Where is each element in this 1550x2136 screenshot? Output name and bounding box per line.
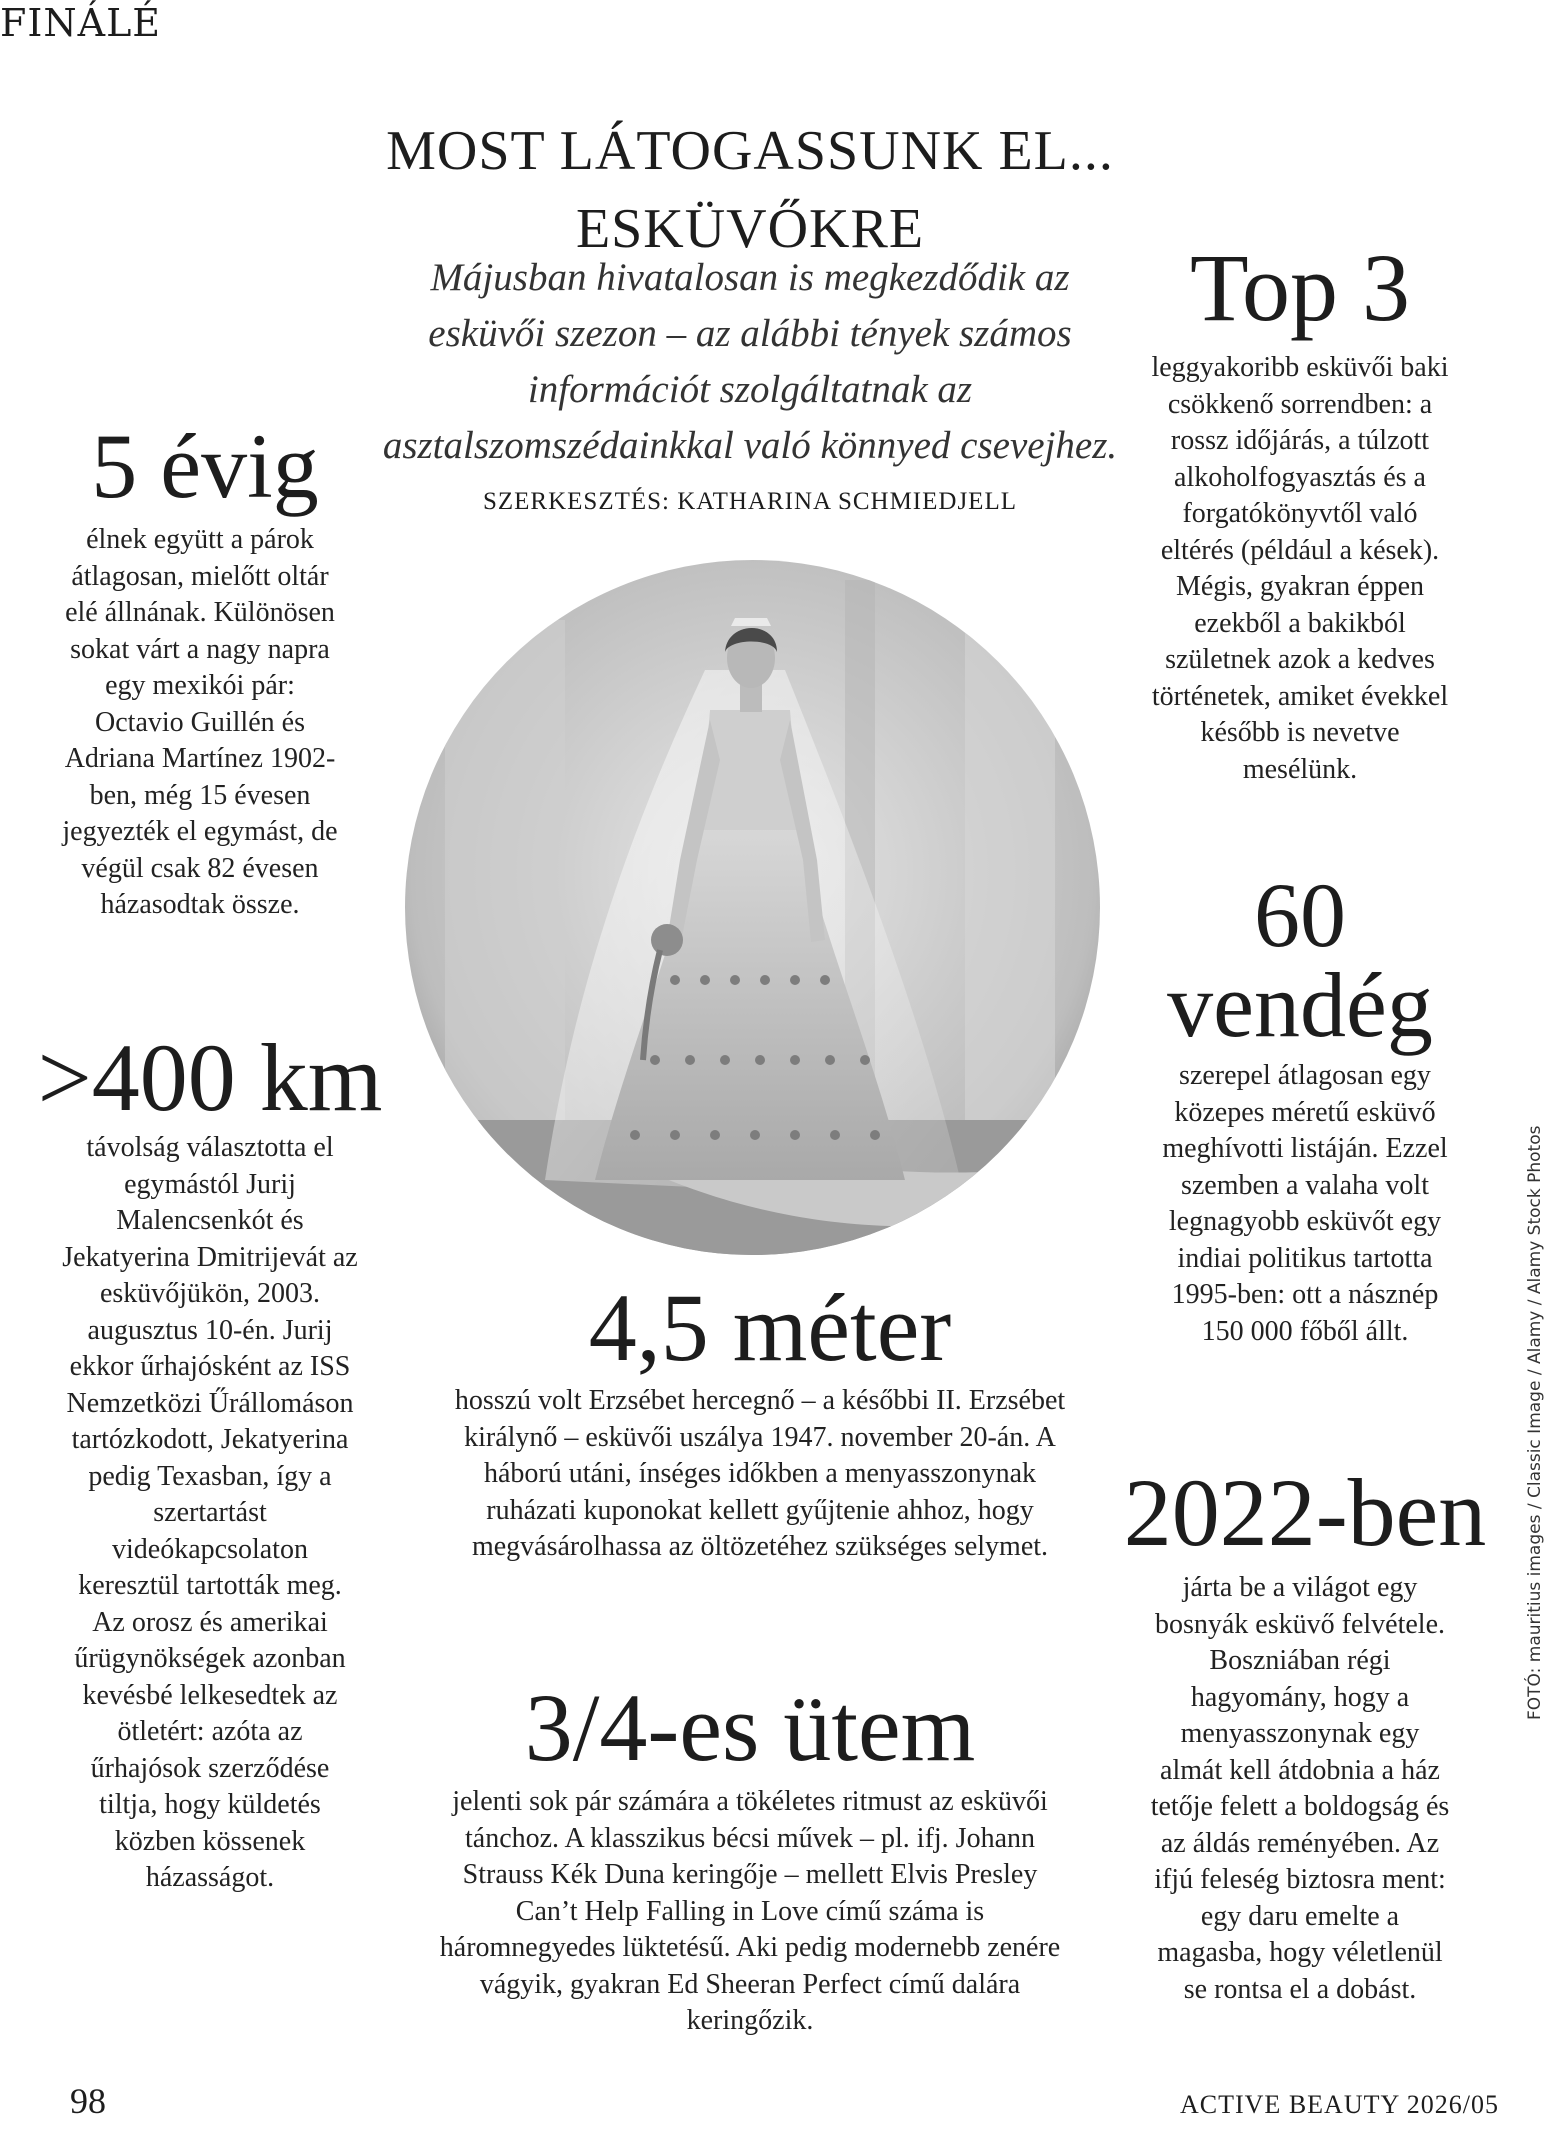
fact-top3-text: leggyakoribb esküvői baki csökkenő sorrendben: a rossz időjárás, a túlzott alkoholfogyasztás és a forgatókönyvtől való eltérés (például a kések). Mégis, gyakran éppen ezekből a bakikból születnek azok a kedves történetek, amiket évekkel később is nevetve mesélünk.: [1151, 352, 1449, 785]
headline-line-1: MOST LÁTOGASSUNK EL...: [386, 120, 1114, 182]
fact-top3-figure: Top 3: [1190, 234, 1410, 341]
magazine-issue: ACTIVE BEAUTY 2026/05: [1180, 2090, 1500, 2119]
section-label: FINÁLÉ: [0, 1, 162, 45]
headline-line-2: ESKÜVŐKRE: [575, 198, 925, 260]
bride-photo-illustration: [405, 560, 1100, 1255]
lede: Májusban hivatalosan is megkezdődik az esküvői szezon – az alábbi tények számos információt szolgáltatnak az asztalszomszédainkkal való könnyed csevejhez.: [382, 256, 1118, 467]
fact-five-years-figure: 5 évig: [91, 415, 319, 517]
fact-2022-text: járta be a világot egy bosnyák esküvő felvétele. Boszniában régi hagyomány, hogy a menyasszonynak egy almát kell átdobnia a ház tetője felett a boldogság és az áldás reményében. Az ifjú feleség biztosra ment: egy daru emelte a magasba, hogy véletlenül se rontsa el a dobást.: [1150, 1572, 1450, 2005]
fact-train-figure: 4,5 méter: [588, 1274, 952, 1381]
fact-2022-figure: 2022-ben: [1123, 1459, 1487, 1566]
fact-guests-number: 60: [1254, 864, 1346, 966]
bride-photo: [405, 560, 1100, 1255]
fact-guests-text: szerepel átlagosan egy közepes méretű esküvő meghívotti listáján. Ezzel szemben a valaha volt legnagyobb esküvőt egy indiai politikus tartotta 1995-ben: ott a násznép 150 000 főből állt.: [1162, 1060, 1448, 1347]
fact-guests-unit: vendég: [1167, 954, 1433, 1057]
fact-waltz-text: jelenti sok pár számára a tökéletes ritmust az esküvői tánchoz. A klasszikus bécsi művek – pl. ifj. Johann Strauss Kék Duna keringője – mellett Elvis Presley Can’t Help Falling in Love című száma is háromnegyedes lüktetésű. Aki pedig modernebb zenére vágyik, gyakran Ed Sheeran Perfect című dalára keringőzik.: [439, 1786, 1061, 2036]
headline: [330, 112, 1170, 268]
fact-distance-figure: >400 km: [37, 1024, 383, 1131]
fact-train-text: hosszú volt Erzsébet hercegnő – a későbbi II. Erzsébet királynő – esküvői uszálya 1947. november 20-án. A háború utáni, ínséges időkben a menyasszonynak ruházati kuponokat kellett gyűjtenie ahhoz, hogy megvásárolhassa az öltözetéhez szükséges selymet.: [454, 1385, 1066, 1562]
fact-waltz-figure: 3/4-es ütem: [524, 1674, 976, 1781]
photo-credit: FOTÓ: mauritius images / Classic Image / Alamy / Alamy Stock Photos: [1525, 1125, 1545, 1720]
fact-distance-text: távolság választotta el egymástól Jurij Malencsenkót és Jekatyerina Dmitrijevát az esküvőjükön, 2003. augusztus 10-én. Jurij ekkor űrhajósként az ISS Nemzetközi Űrállomáson tartózkodott, Jekatyerina pedig Texasban, így a szertartást videókapcsolaton keresztül tartották meg. Az orosz és amerikai űrügynökségek azonban kevésbé lelkesedtek az ötletért: azóta az űrhajósok szerződése tiltja, hogy küldetés közben kössenek házasságot.: [62, 1132, 358, 1893]
editor-credit: SZERKESZTÉS: KATHARINA SCHMIEDJELL: [482, 488, 1017, 515]
page-number: 98: [70, 2081, 106, 2121]
fact-five-years-text: élnek együtt a párok átlagosan, mielőtt oltár elé állnának. Különösen sokat várt a nagy napra egy mexikói pár: Octavio Guillén és Adriana Martínez 1902-ben, még 15 évesen jegyezték el egymást, de végül csak 82 évesen házasodtak össze.: [62, 524, 338, 920]
fact-guests-figure: [1130, 864, 1470, 1057]
